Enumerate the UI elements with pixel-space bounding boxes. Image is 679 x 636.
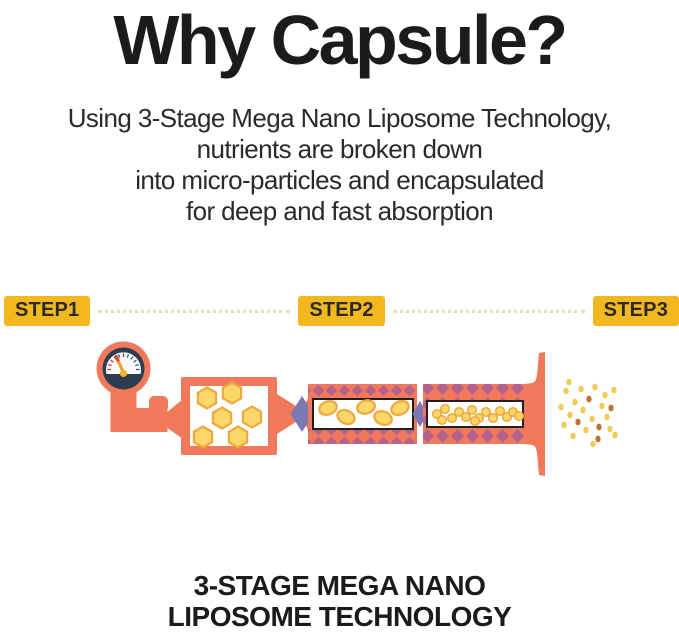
description-line: for deep and fast absorption [186,196,493,226]
spray-particles [558,379,617,448]
gauge-needle-tip [116,356,118,360]
mixing-chamber-icon [181,377,277,455]
step2-badge: STEP2 [298,296,384,326]
membrane-scales [308,429,417,444]
step-connector-dotted-line [98,310,290,313]
description [0,103,679,227]
description-line: into micro-particles and encapsulated [135,165,544,195]
membrane-scales [308,384,417,399]
step-connector-dotted-line [393,310,585,313]
footer-title-line: LIPOSOME TECHNOLOGY [167,601,512,632]
nutrient-hexagon [198,388,216,409]
nano-particle-tube-icon [423,384,527,444]
pressure-gauge-icon [97,342,184,440]
step1-badge: STEP1 [4,296,90,326]
page-title: Why Capsule? [113,1,566,79]
footer-title-line: 3-STAGE MEGA NANO [193,570,486,601]
gauge-hub [120,370,127,377]
description-line: Using 3-Stage Mega Nano Liposome Technology, [67,103,612,133]
spray-nozzle-icon [525,352,545,476]
steps-row [0,296,679,326]
footer-title [0,570,679,632]
nutrient-hexagon [194,427,212,448]
process-diagram [0,332,679,482]
nutrient-hexagon [243,407,261,428]
step3-badge: STEP3 [593,296,679,326]
gauge-arm-tab [149,396,168,412]
nutrient-hexagon [213,408,231,429]
description-line: nutrients are broken down [196,134,483,164]
liposome-tube-icon [308,384,417,444]
pipe-flare [166,399,183,439]
nutrient-hexagon [229,427,247,448]
nutrient-hexagon [223,383,241,404]
